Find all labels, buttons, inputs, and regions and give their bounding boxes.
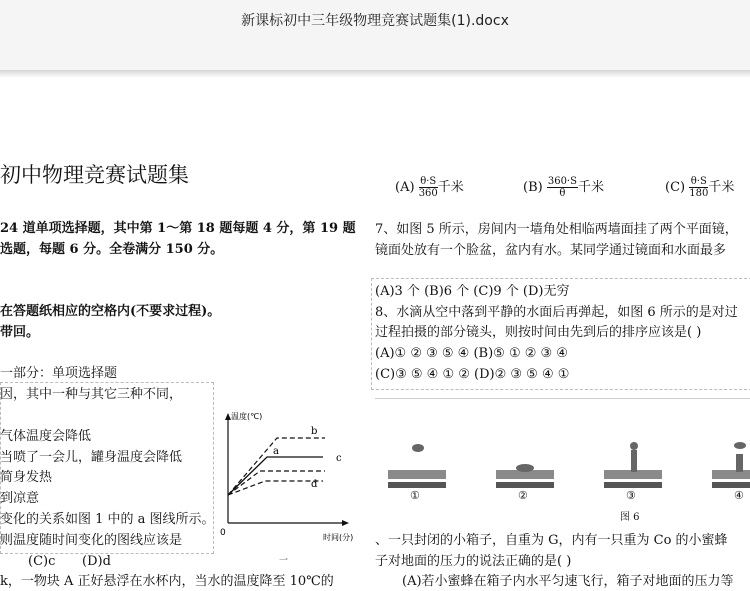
choice-c: (C)c — [28, 554, 56, 569]
document-title: 新课标初中三年级物理竞赛试题集(1).docx — [241, 13, 509, 29]
photo-4 — [712, 440, 750, 500]
section-title: 一部分：单项选择题 — [0, 366, 118, 381]
option-b-unit: 千米 — [577, 180, 604, 195]
curve-d — [228, 481, 323, 495]
curve-a — [228, 457, 323, 495]
option-line: 当喷了一会儿，罐身温度会降低 — [0, 450, 183, 465]
container-floor — [388, 482, 446, 488]
option-line: 气体温度会降低 — [0, 429, 92, 444]
photo-label: ② — [518, 489, 528, 502]
graph-caption: 一 — [279, 556, 289, 565]
curve-label-a: a — [273, 446, 279, 457]
option-c-label: (C) — [665, 180, 686, 195]
photo-label: ③ — [626, 489, 636, 502]
title-bar — [0, 0, 750, 70]
option-a-unit: 千米 — [437, 180, 464, 195]
question-line: 则温度随时间变化的图线应该是 — [0, 533, 183, 548]
curve-label-b: b — [311, 426, 318, 437]
question-9-option: (A)若小蜜蜂在箱子内水平匀速飞行，箱子对地面的压力等 — [402, 574, 734, 589]
photo-label: ④ — [734, 489, 744, 502]
option-c-fraction: $\frac{\theta\cdot S}{180}$ — [689, 176, 709, 199]
figure-separator — [375, 398, 750, 399]
temperature-graph — [215, 405, 355, 565]
option-c-unit: 千米 — [708, 180, 735, 195]
water-column — [631, 450, 637, 472]
splash — [516, 464, 534, 472]
photo-3 — [604, 440, 662, 500]
figure-caption: 图 6 — [620, 512, 640, 523]
option-c — [665, 176, 734, 199]
question-7-line: 镜面处放有一个脸盆，盆内有水。某同学通过镜面和水面最多 — [375, 243, 727, 258]
question-line: 因，其中一种与其它三种不同， — [0, 387, 183, 402]
instruction-line: 选题，每题 6 分。全卷满分 150 分。 — [0, 242, 224, 257]
doc-heading: 初中物理竞赛试题集 — [0, 163, 189, 187]
option-a-label: (A) — [395, 180, 415, 195]
x-arrow — [342, 520, 349, 526]
instruction-line: 24 道单项选择题，其中第 1～第 18 题每题 4 分，第 19 题 — [0, 221, 356, 236]
option-a-fraction: $\frac{\theta\cdot S}{360}$ — [418, 176, 438, 199]
container-floor — [712, 482, 750, 488]
photo-1 — [388, 440, 446, 500]
instruction-line: 带回。 — [0, 325, 40, 340]
question-8-line: 过程拍摄的部分镜头，则按时间由先到后的排序应该是( ) — [375, 325, 702, 340]
option-b — [523, 176, 604, 199]
question-8-options: (A)① ② ③ ⑤ ④ (B)⑤ ① ② ③ ④ — [375, 346, 568, 361]
question-9-line: 子对地面的压力的说法正确的是( ) — [375, 554, 572, 569]
curve-label-d: d — [311, 479, 318, 490]
water-surface — [388, 470, 446, 479]
container-floor — [604, 482, 662, 488]
water-surface — [712, 470, 750, 479]
option-b-fraction: $\frac{360\cdot S}{\theta}$ — [547, 176, 577, 199]
option-b-label: (B) — [523, 180, 543, 195]
photo-2 — [496, 440, 554, 500]
question-line: 变化的关系如图 1 中的 a 图线所示。 — [0, 512, 215, 527]
question-8-options: (C)③ ⑤ ④ ① ② (D)② ③ ⑤ ④ ① — [375, 367, 570, 382]
container-floor — [496, 482, 554, 488]
question-7-options: (A)3 个 (B)6 个 (C)9 个 (D)无穷 — [375, 284, 570, 299]
y-axis-label: 温度(℃) — [231, 412, 263, 421]
option-line: 简身发热 — [0, 470, 53, 485]
water-column — [736, 454, 743, 472]
choice-d: (D)d — [82, 554, 111, 569]
curve-label-c: c — [336, 453, 342, 464]
option-line: 到凉意 — [0, 491, 40, 506]
question-line: k，一物块 A 正好悬浮在水杯内，当水的温度降至 10℃的 — [0, 574, 334, 589]
photo-label: ① — [410, 489, 420, 502]
question-7-line: 7、如图 5 所示，房间内一墙角处相临两墙面挂了两个平面镜， — [375, 222, 738, 237]
droplet — [734, 442, 746, 449]
option-a — [395, 176, 464, 199]
droplet — [630, 442, 638, 450]
origin-label: 0 — [220, 528, 226, 538]
toolbar-divider — [0, 70, 750, 78]
instruction-line: 在答题纸相应的空格内(不要求过程)。 — [0, 304, 221, 319]
droplet — [412, 444, 424, 452]
question-9-line: 、一只封闭的小箱子，自重为 G，内有一只重为 Co 的小蜜蜂 — [375, 533, 728, 548]
x-axis-label: 时间(分) — [323, 533, 354, 542]
question-8-line: 8、水滴从空中落到平静的水面后再弹起，如图 6 所示的是对过 — [375, 305, 738, 320]
